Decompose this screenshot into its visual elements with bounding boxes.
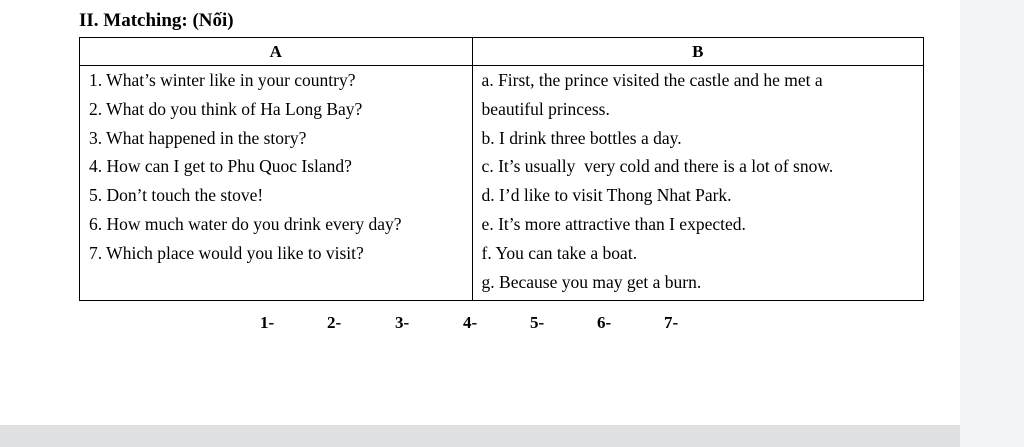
answer-slot-7[interactable]: 7- (664, 313, 679, 332)
answer-e: e. It’s more attractive than I expected. (481, 213, 746, 234)
question-6: 6. How much water do you drink every day? (89, 213, 402, 234)
column-b-header: B (472, 38, 923, 66)
answer-slot-1[interactable]: 1- (260, 313, 275, 332)
question-1: 1. What’s winter like in your country? (89, 70, 356, 90)
answer-g: g. Because you may get a burn. (481, 271, 702, 292)
column-a-header: A (80, 38, 473, 66)
answer-slot-2[interactable]: 2- (327, 313, 342, 332)
table-header-row (80, 38, 924, 66)
viewer-bottom-margin (0, 425, 960, 447)
table-body-row (80, 66, 924, 301)
answer-c: c. It’s usually very cold and there is a lot of snow. (481, 156, 834, 177)
answer-slot-6[interactable]: 6- (597, 313, 612, 332)
column-a-cell (80, 66, 473, 301)
column-b-cell (472, 66, 923, 301)
answer-f: f. You can take a boat. (481, 242, 638, 263)
answer-slot-5[interactable]: 5- (530, 313, 545, 332)
question-4: 4. How can I get to Phu Quoc Island? (89, 156, 352, 177)
matching-table (79, 37, 924, 301)
section-heading: II. Matching: (Nối) (79, 10, 234, 31)
question-7: 7. Which place would you like to visit? (89, 242, 364, 263)
viewer-right-margin (960, 0, 1024, 447)
question-3: 3. What happened in the story? (89, 127, 307, 148)
answer-slot-4[interactable]: 4- (463, 313, 478, 332)
question-2: 2. What do you think of Ha Long Bay? (89, 98, 363, 119)
answer-b: b. I drink three bottles a day. (481, 127, 682, 148)
answer-d: d. I’d like to visit Thong Nhat Park. (481, 185, 732, 206)
answer-slot-3[interactable]: 3- (395, 313, 410, 332)
question-5: 5. Don’t touch the stove! (89, 185, 264, 206)
answer-key-row (0, 313, 960, 337)
answer-a-line-1: a. First, the prince visited the castle and he met a (481, 70, 823, 90)
answer-a-line-2: beautiful princess. (481, 98, 610, 119)
